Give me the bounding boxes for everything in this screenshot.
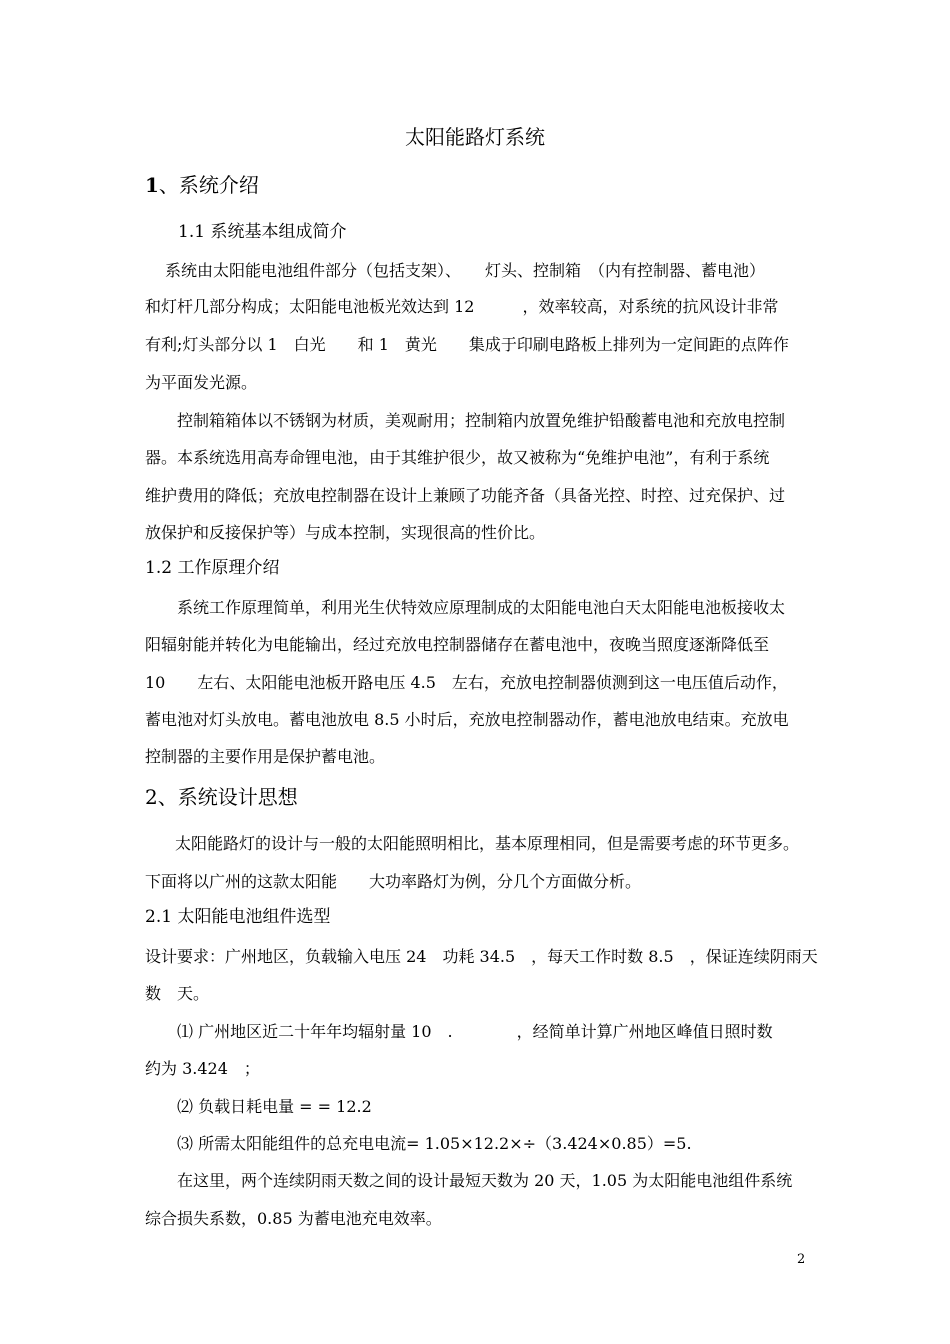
paragraph-2-line: 维护费用的降低；充放电控制器在设计上兼顾了功能齐备（具备光控、时控、过充保护、过 bbox=[145, 486, 786, 505]
paragraph-5-line: 数 天。 bbox=[145, 984, 210, 1003]
paragraph-2-line: 放保护和反接保护等）与成本控制，实现很高的性价比。 bbox=[145, 523, 546, 542]
list-item: ⑴ 广州地区近二十年年均辐射量 10 . ，经简单计算广州地区峰值日照时数 bbox=[177, 1022, 773, 1041]
paragraph-6-line: 在这里，两个连续阴雨天数之间的设计最短天数为 20 天，1.05 为太阳能电池组件系统 bbox=[177, 1171, 793, 1190]
section-1-title: 、系统介绍 bbox=[158, 173, 259, 197]
page-number: 2 bbox=[797, 1252, 806, 1267]
section-2-1-heading: 2.1 太阳能电池组件选型 bbox=[145, 907, 331, 927]
paragraph-1-line: 和灯杆几部分构成；太阳能电池板光效达到 12 ，效率较高，对系统的抗风设计非常 bbox=[145, 297, 779, 316]
section-2-heading: 2、系统设计思想 bbox=[145, 785, 298, 809]
paragraph-6-line: 综合损失系数，0.85 为蓄电池充电效率。 bbox=[145, 1209, 442, 1228]
paragraph-3-line: 10 左右、太阳能电池板开路电压 4.5 左右，充放电控制器侦测到这一电压值后动作， bbox=[145, 673, 788, 692]
paragraph-2-line: 控制箱箱体以不锈钢为材质，美观耐用；控制箱内放置免维护铅酸蓄电池和充放电控制 bbox=[177, 411, 786, 430]
paragraph-3-line: 控制器的主要作用是保护蓄电池。 bbox=[145, 747, 386, 766]
section-1-heading bbox=[145, 172, 259, 198]
paragraph-4-line: 太阳能路灯的设计与一般的太阳能照明相比，基本原理相同，但是需要考虑的环节更多。 bbox=[175, 834, 800, 853]
section-1-2-heading: 1.2 工作原理介绍 bbox=[145, 558, 280, 578]
paragraph-3-line: 阳辐射能并转化为电能输出，经过充放电控制器储存在蓄电池中，夜晚当照度逐渐降低至 bbox=[145, 635, 770, 654]
paragraph-1-line: 有利;灯头部分以 1 白光 和 1 黄光 集成于印刷电路板上排列为一定间距的点阵作 bbox=[145, 335, 789, 354]
section-1-1-heading: 1.1 系统基本组成简介 bbox=[178, 222, 347, 242]
paragraph-1-line: 系统由太阳能电池组件部分（包括支架）、 灯头、控制箱 （内有控制器、蓄电池） bbox=[165, 261, 766, 280]
paragraph-1-line: 为平面发光源。 bbox=[145, 373, 258, 392]
paragraph-3-line: 蓄电池对灯头放电。蓄电池放电 8.5 小时后，充放电控制器动作，蓄电池放电结束。充放电 bbox=[145, 710, 789, 729]
list-item: ⑵ 负载日耗电量 = = 12.2 bbox=[177, 1097, 372, 1116]
paragraph-5-line: 设计要求：广州地区，负载输入电压 24 功耗 34.5 ，每天工作时数 8.5 ，保证连续阴雨天 bbox=[145, 947, 818, 966]
paragraph-3-line: 系统工作原理简单，利用光生伏特效应原理制成的太阳能电池白天太阳能电池板接收太 bbox=[177, 598, 786, 617]
section-1-number: 1 bbox=[145, 173, 159, 197]
paragraph-4-line: 下面将以广州的这款太阳能 大功率路灯为例，分几个方面做分析。 bbox=[145, 872, 642, 891]
paragraph-2-line: 器。本系统选用高寿命锂电池，由于其维护很少，故又被称为“免维护电池”，有利于系统 bbox=[145, 448, 770, 467]
page-title: 太阳能路灯系统 bbox=[405, 125, 545, 149]
list-item: ⑶ 所需太阳能组件的总充电电流= 1.05×12.2×÷（3.424×0.85）=5. bbox=[177, 1134, 692, 1153]
list-item-continuation: 约为 3.424 ； bbox=[145, 1059, 260, 1078]
